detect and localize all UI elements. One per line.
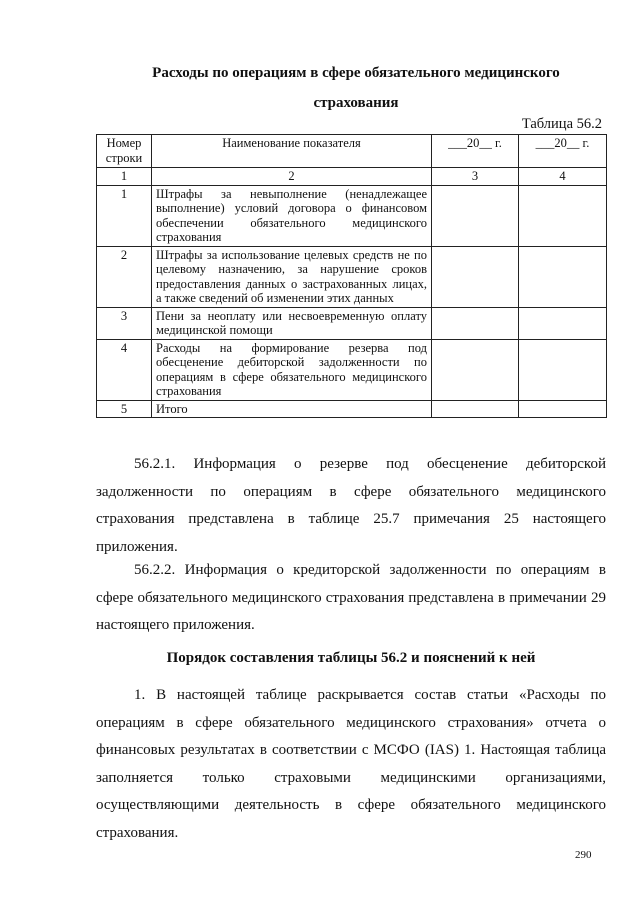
row-indicator: Штрафы за невыполнение (ненадлежащее выполнение) условий договора о финансовом обеспечении обязательного медицинского страхования <box>152 185 432 246</box>
row-value-period-2 <box>519 339 607 400</box>
row-value-period-1 <box>432 246 519 307</box>
table-header-row <box>97 135 607 168</box>
header-indicator: Наименование показателя <box>152 135 432 168</box>
row-value-period-2 <box>519 246 607 307</box>
section-title: Расходы по операциям в сфере обязательного медицинского <box>152 65 560 81</box>
table-row <box>97 185 607 246</box>
row-indicator: Пени за неоплату или несвоевременную оплату медицинской помощи <box>152 307 432 339</box>
subheading: Порядок составления таблицы 56.2 и пояснений к ней <box>166 650 536 666</box>
row-number: 4 <box>97 339 152 400</box>
header-row-number: Номер строки <box>97 135 152 168</box>
row-indicator: Расходы на формирование резерва под обесценение дебиторской задолженности по операциям в сфере обязательного медицинского страхования <box>152 339 432 400</box>
table-row <box>97 307 607 339</box>
table-label: Таблица 56.2 <box>521 116 602 132</box>
paragraph-56-2-2: 56.2.2. Информация о кредиторской задолженности по операциям в сфере обязательного медицинского страхования представлена в примечании 29 настоящего приложения. <box>96 562 606 633</box>
section-title-continuation: страхования <box>313 95 399 111</box>
paragraph-procedure-1: 1. В настоящей таблице раскрывается состав статьи «Расходы по операциям в сфере обязательного медицинского страхования» отчета о финансовых результатах в соответствии с МСФО (IAS) 1. Настоящая таблица заполняется только страховыми медицинскими организациями, осуществляющими деятельность в сфере обязательного медицинского страхования. <box>96 687 606 841</box>
row-value-period-2 <box>519 307 607 339</box>
row-value-period-1 <box>432 307 519 339</box>
table-row-total <box>97 400 607 418</box>
row-indicator: Итого <box>152 400 432 418</box>
page-number: 290 <box>575 849 592 861</box>
row-value-period-1 <box>432 400 519 418</box>
expenses-table <box>96 134 607 418</box>
header-period-1: ___20__ г. <box>432 135 519 168</box>
column-number: 3 <box>432 168 519 186</box>
table-row <box>97 339 607 400</box>
row-number: 1 <box>97 185 152 246</box>
table-row <box>97 246 607 307</box>
row-number: 3 <box>97 307 152 339</box>
column-number-row <box>97 168 607 186</box>
row-number: 2 <box>97 246 152 307</box>
row-value-period-1 <box>432 339 519 400</box>
column-number: 4 <box>519 168 607 186</box>
row-value-period-2 <box>519 400 607 418</box>
header-period-2: ___20__ г. <box>519 135 607 168</box>
row-number: 5 <box>97 400 152 418</box>
row-value-period-2 <box>519 185 607 246</box>
row-value-period-1 <box>432 185 519 246</box>
column-number: 2 <box>152 168 432 186</box>
row-indicator: Штрафы за использование целевых средств не по целевому назначению, за нарушение сроков предоставления данных о застрахованных лицах, а также сведений об изменении этих данных <box>152 246 432 307</box>
column-number: 1 <box>97 168 152 186</box>
paragraph-56-2-1: 56.2.1. Информация о резерве под обесценение дебиторской задолженности по операциям в сфере обязательного медицинского страхования представлена в таблице 25.7 примечания 25 настоящего приложения. <box>96 456 606 555</box>
